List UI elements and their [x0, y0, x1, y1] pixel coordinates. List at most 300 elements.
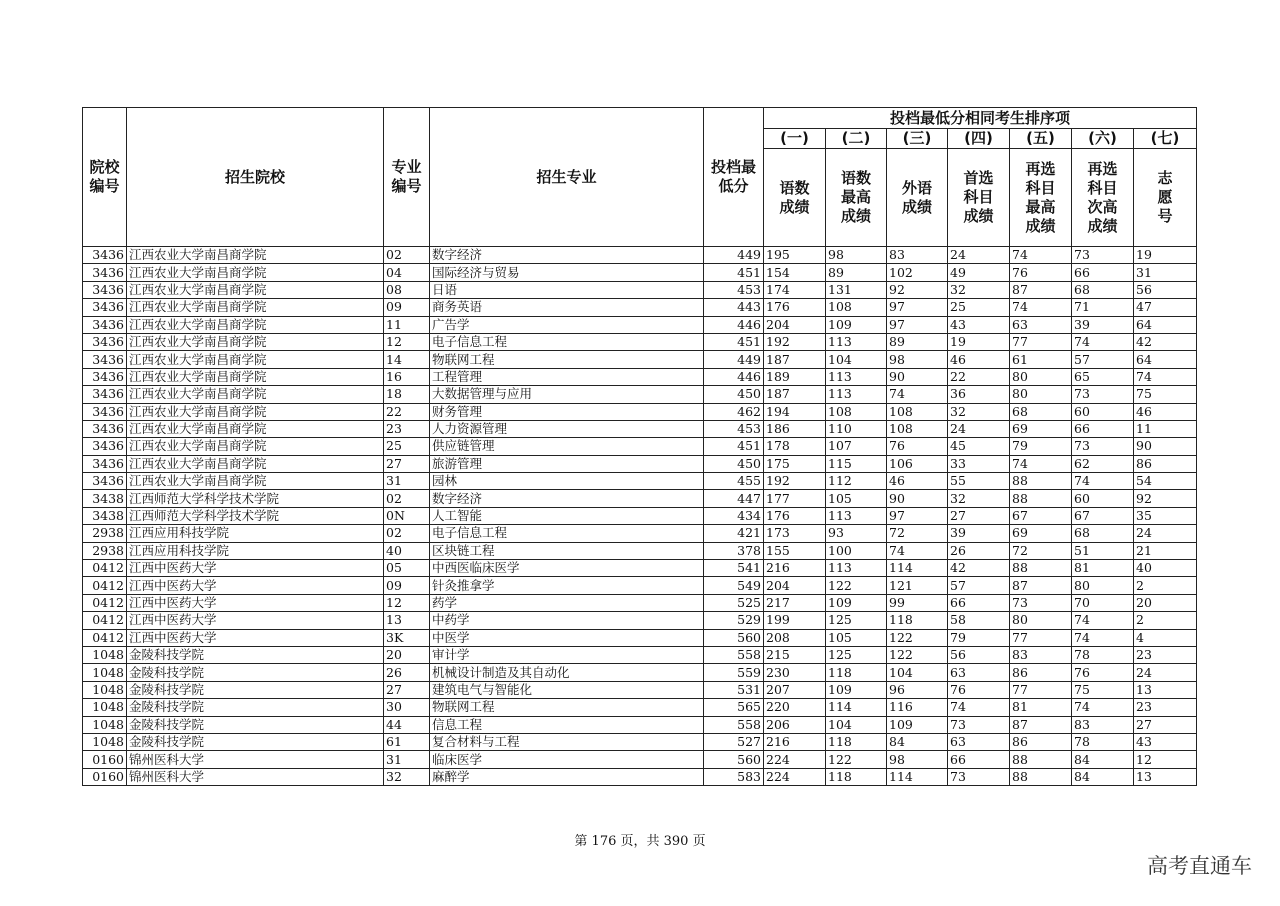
cell-wish-number: 21	[1134, 542, 1197, 559]
cell-reselect-max: 80	[1010, 368, 1072, 385]
header-order-1: (一)	[764, 129, 826, 149]
cell-reselect-max: 80	[1010, 612, 1072, 629]
cell-wish-number: 64	[1134, 351, 1197, 368]
cell-foreign-language: 90	[887, 368, 948, 385]
cell-wish-number: 27	[1134, 716, 1197, 733]
cell-chinese-math-max: 107	[826, 438, 887, 455]
cell-chinese-math-max: 113	[826, 386, 887, 403]
cell-min-score: 558	[704, 716, 764, 733]
cell-reselect-max: 74	[1010, 455, 1072, 472]
cell-min-score: 462	[704, 403, 764, 420]
header-min-score: 投档最低分	[704, 108, 764, 247]
cell-chinese-math: 216	[764, 560, 826, 577]
cell-major: 中医学	[430, 629, 704, 646]
cell-first-subject: 39	[948, 525, 1010, 542]
cell-reselect-second: 68	[1072, 281, 1134, 298]
cell-foreign-language: 84	[887, 733, 948, 750]
cell-major: 麻醉学	[430, 768, 704, 785]
cell-school: 金陵科技学院	[127, 716, 384, 733]
cell-school: 江西农业大学南昌商学院	[127, 368, 384, 385]
cell-reselect-max: 63	[1010, 316, 1072, 333]
cell-wish-number: 86	[1134, 455, 1197, 472]
cell-major-id: 08	[384, 281, 430, 298]
cell-foreign-language: 104	[887, 664, 948, 681]
cell-chinese-math-max: 105	[826, 490, 887, 507]
cell-major: 日语	[430, 281, 704, 298]
cell-reselect-max: 74	[1010, 247, 1072, 264]
cell-min-score: 451	[704, 333, 764, 350]
header-major-id: 专业编号	[384, 108, 430, 247]
cell-wish-number: 64	[1134, 316, 1197, 333]
cell-foreign-language: 108	[887, 420, 948, 437]
cell-major: 电子信息工程	[430, 525, 704, 542]
cell-major: 大数据管理与应用	[430, 386, 704, 403]
cell-min-score: 527	[704, 733, 764, 750]
cell-wish-number: 74	[1134, 368, 1197, 385]
cell-school-id: 1048	[83, 733, 127, 750]
cell-first-subject: 63	[948, 733, 1010, 750]
cell-chinese-math-max: 98	[826, 247, 887, 264]
cell-school-id: 3436	[83, 455, 127, 472]
cell-reselect-second: 78	[1072, 733, 1134, 750]
table-row	[83, 351, 1197, 368]
cell-first-subject: 74	[948, 699, 1010, 716]
cell-chinese-math-max: 109	[826, 681, 887, 698]
cell-reselect-second: 60	[1072, 490, 1134, 507]
cell-wish-number: 75	[1134, 386, 1197, 403]
cell-first-subject: 57	[948, 577, 1010, 594]
cell-wish-number: 23	[1134, 646, 1197, 663]
cell-foreign-language: 106	[887, 455, 948, 472]
cell-chinese-math: 186	[764, 420, 826, 437]
cell-reselect-max: 88	[1010, 768, 1072, 785]
cell-school: 江西中医药大学	[127, 560, 384, 577]
table-row	[83, 247, 1197, 264]
cell-school-id: 3436	[83, 264, 127, 281]
cell-major-id: 25	[384, 438, 430, 455]
cell-foreign-language: 114	[887, 560, 948, 577]
cell-wish-number: 35	[1134, 507, 1197, 524]
cell-wish-number: 31	[1134, 264, 1197, 281]
cell-first-subject: 24	[948, 247, 1010, 264]
table-row	[83, 594, 1197, 611]
cell-foreign-language: 109	[887, 716, 948, 733]
cell-wish-number: 92	[1134, 490, 1197, 507]
cell-major: 财务管理	[430, 403, 704, 420]
cell-school: 金陵科技学院	[127, 681, 384, 698]
cell-school: 江西农业大学南昌商学院	[127, 316, 384, 333]
table-row	[83, 733, 1197, 750]
table-row	[83, 455, 1197, 472]
cell-chinese-math: 176	[764, 507, 826, 524]
cell-chinese-math: 207	[764, 681, 826, 698]
cell-wish-number: 13	[1134, 768, 1197, 785]
cell-school-id: 0412	[83, 594, 127, 611]
cell-chinese-math-max: 113	[826, 560, 887, 577]
cell-foreign-language: 102	[887, 264, 948, 281]
header-school-id: 院校编号	[83, 108, 127, 247]
cell-reselect-second: 66	[1072, 420, 1134, 437]
header-sub-chinese-math: 语数成绩	[764, 149, 826, 247]
cell-foreign-language: 114	[887, 768, 948, 785]
cell-major: 园林	[430, 473, 704, 490]
cell-first-subject: 32	[948, 490, 1010, 507]
cell-first-subject: 56	[948, 646, 1010, 663]
cell-reselect-second: 76	[1072, 664, 1134, 681]
header-order-2: (二)	[826, 129, 887, 149]
cell-chinese-math: 154	[764, 264, 826, 281]
cell-foreign-language: 98	[887, 351, 948, 368]
cell-min-score: 446	[704, 316, 764, 333]
cell-reselect-second: 60	[1072, 403, 1134, 420]
cell-chinese-math-max: 118	[826, 733, 887, 750]
cell-reselect-second: 39	[1072, 316, 1134, 333]
cell-major-id: 3K	[384, 629, 430, 646]
cell-school-id: 1048	[83, 699, 127, 716]
cell-school-id: 3436	[83, 368, 127, 385]
cell-foreign-language: 97	[887, 299, 948, 316]
cell-reselect-max: 80	[1010, 386, 1072, 403]
cell-reselect-max: 88	[1010, 473, 1072, 490]
page-footer: 第 176 页，共 390 页	[574, 834, 706, 849]
cell-first-subject: 79	[948, 629, 1010, 646]
cell-school: 江西农业大学南昌商学院	[127, 473, 384, 490]
cell-school: 江西农业大学南昌商学院	[127, 333, 384, 350]
cell-school: 江西农业大学南昌商学院	[127, 455, 384, 472]
table-row	[83, 403, 1197, 420]
table-row	[83, 699, 1197, 716]
cell-foreign-language: 46	[887, 473, 948, 490]
cell-major-id: 44	[384, 716, 430, 733]
cell-chinese-math-max: 89	[826, 264, 887, 281]
cell-major: 中西医临床医学	[430, 560, 704, 577]
cell-first-subject: 19	[948, 333, 1010, 350]
cell-reselect-second: 74	[1072, 612, 1134, 629]
cell-reselect-second: 57	[1072, 351, 1134, 368]
cell-major-id: 04	[384, 264, 430, 281]
cell-school-id: 3436	[83, 281, 127, 298]
cell-chinese-math: 217	[764, 594, 826, 611]
cell-major-id: 09	[384, 299, 430, 316]
cell-chinese-math-max: 125	[826, 612, 887, 629]
cell-wish-number: 2	[1134, 612, 1197, 629]
cell-chinese-math: 192	[764, 333, 826, 350]
table-row	[83, 473, 1197, 490]
cell-school-id: 0160	[83, 751, 127, 768]
cell-major: 物联网工程	[430, 351, 704, 368]
cell-reselect-max: 83	[1010, 646, 1072, 663]
cell-first-subject: 45	[948, 438, 1010, 455]
cell-major: 数字经济	[430, 490, 704, 507]
cell-min-score: 560	[704, 751, 764, 768]
cell-school: 江西农业大学南昌商学院	[127, 299, 384, 316]
header-sub-chinese-math-max: 语数最高成绩	[826, 149, 887, 247]
cell-min-score: 451	[704, 438, 764, 455]
cell-first-subject: 66	[948, 751, 1010, 768]
cell-foreign-language: 74	[887, 542, 948, 559]
cell-major-id: 12	[384, 594, 430, 611]
cell-school: 金陵科技学院	[127, 646, 384, 663]
cell-chinese-math-max: 105	[826, 629, 887, 646]
cell-school-id: 3436	[83, 333, 127, 350]
cell-chinese-math-max: 118	[826, 664, 887, 681]
cell-reselect-second: 73	[1072, 247, 1134, 264]
cell-min-score: 449	[704, 247, 764, 264]
cell-foreign-language: 96	[887, 681, 948, 698]
cell-school-id: 1048	[83, 716, 127, 733]
cell-min-score: 450	[704, 455, 764, 472]
cell-reselect-max: 77	[1010, 333, 1072, 350]
cell-chinese-math: 187	[764, 351, 826, 368]
cell-major: 供应链管理	[430, 438, 704, 455]
cell-major-id: 31	[384, 473, 430, 490]
cell-first-subject: 49	[948, 264, 1010, 281]
cell-school-id: 0412	[83, 577, 127, 594]
cell-school-id: 3436	[83, 420, 127, 437]
cell-min-score: 560	[704, 629, 764, 646]
cell-school-id: 3436	[83, 247, 127, 264]
cell-reselect-max: 67	[1010, 507, 1072, 524]
cell-first-subject: 42	[948, 560, 1010, 577]
cell-first-subject: 66	[948, 594, 1010, 611]
cell-wish-number: 24	[1134, 664, 1197, 681]
cell-chinese-math-max: 109	[826, 594, 887, 611]
cell-major: 区块链工程	[430, 542, 704, 559]
header-order-4: (四)	[948, 129, 1010, 149]
cell-chinese-math: 224	[764, 768, 826, 785]
cell-chinese-math-max: 122	[826, 577, 887, 594]
cell-chinese-math-max: 131	[826, 281, 887, 298]
cell-reselect-second: 74	[1072, 699, 1134, 716]
table-row	[83, 438, 1197, 455]
cell-reselect-second: 84	[1072, 751, 1134, 768]
cell-chinese-math-max: 93	[826, 525, 887, 542]
cell-school-id: 3436	[83, 299, 127, 316]
cell-min-score: 455	[704, 473, 764, 490]
cell-chinese-math: 204	[764, 577, 826, 594]
cell-reselect-max: 69	[1010, 525, 1072, 542]
cell-school: 金陵科技学院	[127, 733, 384, 750]
cell-chinese-math: 206	[764, 716, 826, 733]
cell-school: 江西农业大学南昌商学院	[127, 281, 384, 298]
table-row	[83, 333, 1197, 350]
cell-first-subject: 76	[948, 681, 1010, 698]
cell-reselect-max: 77	[1010, 629, 1072, 646]
cell-wish-number: 12	[1134, 751, 1197, 768]
cell-major: 审计学	[430, 646, 704, 663]
cell-wish-number: 2	[1134, 577, 1197, 594]
cell-school-id: 2938	[83, 525, 127, 542]
table-row	[83, 368, 1197, 385]
table-row	[83, 646, 1197, 663]
cell-min-score: 453	[704, 420, 764, 437]
cell-reselect-second: 67	[1072, 507, 1134, 524]
cell-first-subject: 55	[948, 473, 1010, 490]
table-header	[83, 108, 1197, 247]
cell-min-score: 531	[704, 681, 764, 698]
table-row	[83, 542, 1197, 559]
cell-reselect-second: 80	[1072, 577, 1134, 594]
cell-wish-number: 24	[1134, 525, 1197, 542]
header-sub-reselect-second: 再选科目次高成绩	[1072, 149, 1134, 247]
cell-foreign-language: 121	[887, 577, 948, 594]
cell-major-id: 30	[384, 699, 430, 716]
cell-reselect-second: 83	[1072, 716, 1134, 733]
table-row	[83, 420, 1197, 437]
cell-chinese-math-max: 125	[826, 646, 887, 663]
cell-chinese-math: 187	[764, 386, 826, 403]
cell-first-subject: 63	[948, 664, 1010, 681]
cell-reselect-second: 73	[1072, 438, 1134, 455]
table-row	[83, 281, 1197, 298]
cell-foreign-language: 97	[887, 316, 948, 333]
cell-reselect-max: 76	[1010, 264, 1072, 281]
cell-reselect-max: 68	[1010, 403, 1072, 420]
cell-chinese-math: 192	[764, 473, 826, 490]
cell-foreign-language: 90	[887, 490, 948, 507]
cell-min-score: 450	[704, 386, 764, 403]
cell-reselect-max: 79	[1010, 438, 1072, 455]
cell-min-score: 565	[704, 699, 764, 716]
cell-major-id: 27	[384, 455, 430, 472]
cell-major-id: 23	[384, 420, 430, 437]
header-sub-wish-number: 志愿号	[1134, 149, 1197, 247]
cell-first-subject: 27	[948, 507, 1010, 524]
cell-chinese-math: 175	[764, 455, 826, 472]
cell-foreign-language: 116	[887, 699, 948, 716]
cell-school: 江西师范大学科学技术学院	[127, 490, 384, 507]
cell-first-subject: 33	[948, 455, 1010, 472]
cell-school-id: 3436	[83, 438, 127, 455]
cell-wish-number: 19	[1134, 247, 1197, 264]
cell-chinese-math-max: 108	[826, 299, 887, 316]
table-row	[83, 507, 1197, 524]
cell-wish-number: 40	[1134, 560, 1197, 577]
table-row	[83, 751, 1197, 768]
header-major: 招生专业	[430, 108, 704, 247]
cell-major: 临床医学	[430, 751, 704, 768]
cell-chinese-math: 199	[764, 612, 826, 629]
cell-foreign-language: 99	[887, 594, 948, 611]
table-row	[83, 525, 1197, 542]
cell-major-id: 31	[384, 751, 430, 768]
cell-reselect-second: 74	[1072, 473, 1134, 490]
table-row	[83, 316, 1197, 333]
cell-chinese-math-max: 113	[826, 368, 887, 385]
cell-major-id: 0N	[384, 507, 430, 524]
cell-chinese-math: 177	[764, 490, 826, 507]
cell-wish-number: 20	[1134, 594, 1197, 611]
cell-major: 数字经济	[430, 247, 704, 264]
cell-major-id: 02	[384, 525, 430, 542]
cell-chinese-math: 176	[764, 299, 826, 316]
cell-foreign-language: 76	[887, 438, 948, 455]
cell-school-id: 3436	[83, 386, 127, 403]
cell-reselect-second: 68	[1072, 525, 1134, 542]
cell-wish-number: 90	[1134, 438, 1197, 455]
header-sub-first-subject: 首选科目成绩	[948, 149, 1010, 247]
cell-min-score: 525	[704, 594, 764, 611]
cell-major-id: 27	[384, 681, 430, 698]
cell-school: 江西中医药大学	[127, 577, 384, 594]
cell-school: 江西中医药大学	[127, 629, 384, 646]
table-row	[83, 386, 1197, 403]
cell-school: 江西农业大学南昌商学院	[127, 247, 384, 264]
cell-reselect-second: 62	[1072, 455, 1134, 472]
cell-major: 工程管理	[430, 368, 704, 385]
cell-reselect-second: 73	[1072, 386, 1134, 403]
cell-wish-number: 13	[1134, 681, 1197, 698]
cell-first-subject: 73	[948, 768, 1010, 785]
cell-first-subject: 32	[948, 281, 1010, 298]
cell-major-id: 11	[384, 316, 430, 333]
cell-school: 江西应用科技学院	[127, 525, 384, 542]
cell-min-score: 549	[704, 577, 764, 594]
cell-reselect-max: 72	[1010, 542, 1072, 559]
cell-school-id: 0412	[83, 629, 127, 646]
cell-reselect-max: 87	[1010, 577, 1072, 594]
cell-major: 国际经济与贸易	[430, 264, 704, 281]
header-order-5: (五)	[1010, 129, 1072, 149]
cell-min-score: 378	[704, 542, 764, 559]
table-row	[83, 629, 1197, 646]
cell-reselect-max: 73	[1010, 594, 1072, 611]
cell-school: 江西农业大学南昌商学院	[127, 403, 384, 420]
cell-school: 江西应用科技学院	[127, 542, 384, 559]
table-row	[83, 768, 1197, 785]
cell-major-id: 18	[384, 386, 430, 403]
cell-chinese-math: 189	[764, 368, 826, 385]
cell-major-id: 05	[384, 560, 430, 577]
cell-min-score: 451	[704, 264, 764, 281]
cell-reselect-second: 81	[1072, 560, 1134, 577]
cell-school-id: 3436	[83, 316, 127, 333]
cell-major-id: 09	[384, 577, 430, 594]
cell-chinese-math: 215	[764, 646, 826, 663]
cell-chinese-math: 155	[764, 542, 826, 559]
table-row	[83, 299, 1197, 316]
cell-school: 江西农业大学南昌商学院	[127, 438, 384, 455]
cell-chinese-math: 204	[764, 316, 826, 333]
cell-chinese-math: 216	[764, 733, 826, 750]
watermark-text: 高考直通车	[1147, 854, 1252, 878]
cell-school: 江西农业大学南昌商学院	[127, 386, 384, 403]
cell-reselect-second: 75	[1072, 681, 1134, 698]
cell-school-id: 0412	[83, 560, 127, 577]
cell-chinese-math-max: 104	[826, 716, 887, 733]
cell-major-id: 12	[384, 333, 430, 350]
header-order-3: (三)	[887, 129, 948, 149]
cell-major: 信息工程	[430, 716, 704, 733]
cell-chinese-math-max: 104	[826, 351, 887, 368]
cell-first-subject: 32	[948, 403, 1010, 420]
cell-school: 江西农业大学南昌商学院	[127, 264, 384, 281]
cell-reselect-second: 78	[1072, 646, 1134, 663]
cell-chinese-math: 220	[764, 699, 826, 716]
cell-major-id: 40	[384, 542, 430, 559]
table-row	[83, 681, 1197, 698]
cell-reselect-max: 81	[1010, 699, 1072, 716]
cell-first-subject: 73	[948, 716, 1010, 733]
cell-major-id: 14	[384, 351, 430, 368]
cell-school-id: 1048	[83, 646, 127, 663]
cell-min-score: 558	[704, 646, 764, 663]
cell-wish-number: 11	[1134, 420, 1197, 437]
header-sub-reselect-max: 再选科目最高成绩	[1010, 149, 1072, 247]
cell-foreign-language: 122	[887, 629, 948, 646]
cell-major: 物联网工程	[430, 699, 704, 716]
cell-school-id: 3436	[83, 473, 127, 490]
